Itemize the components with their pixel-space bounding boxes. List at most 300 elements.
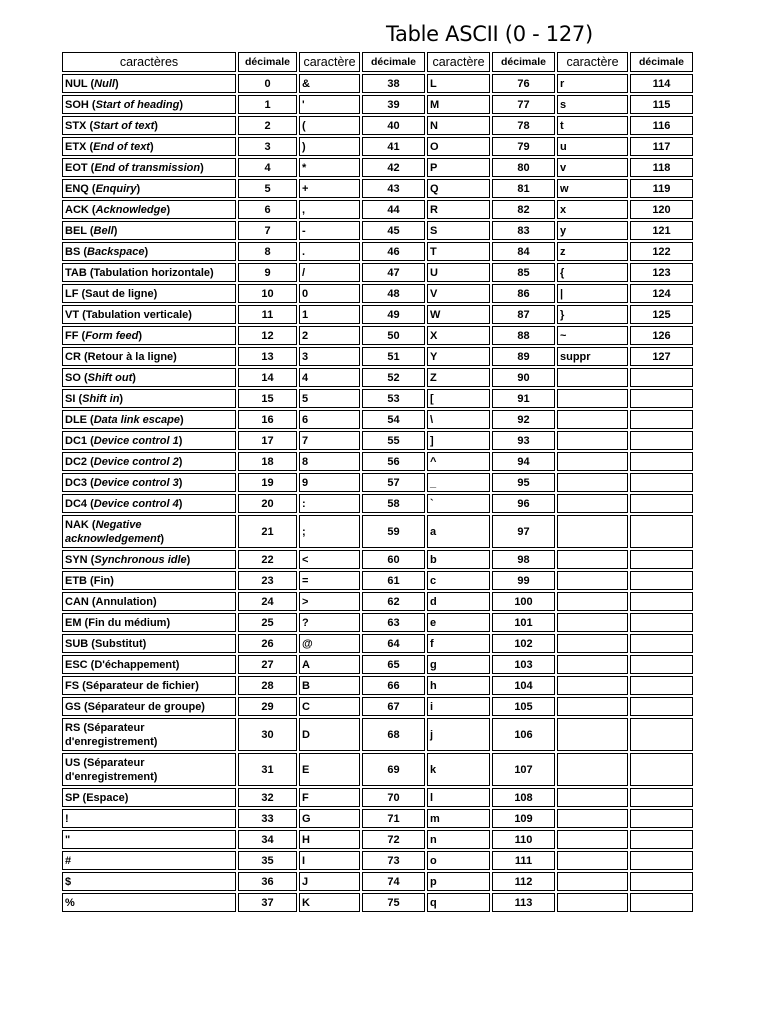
decimal-cell: 27 bbox=[238, 655, 297, 674]
decimal-cell: 55 bbox=[362, 431, 425, 450]
decimal-cell: 68 bbox=[362, 718, 425, 751]
char-cell: q bbox=[427, 893, 490, 912]
control-char-cell: ENQ (Enquiry) bbox=[62, 179, 236, 198]
table-row bbox=[62, 305, 693, 324]
header-decimal-3: décimale bbox=[492, 52, 555, 72]
decimal-cell: 63 bbox=[362, 613, 425, 632]
header-decimal-2: décimale bbox=[362, 52, 425, 72]
char-cell: C bbox=[299, 697, 360, 716]
decimal-cell: 59 bbox=[362, 515, 425, 548]
decimal-cell: 39 bbox=[362, 95, 425, 114]
char-cell: h bbox=[427, 676, 490, 695]
char-cell bbox=[557, 494, 628, 513]
table-row bbox=[62, 347, 693, 366]
decimal-cell bbox=[630, 613, 693, 632]
table-row bbox=[62, 179, 693, 198]
table-row bbox=[62, 872, 693, 891]
char-cell: P bbox=[427, 158, 490, 177]
table-row bbox=[62, 697, 693, 716]
table-row bbox=[62, 809, 693, 828]
char-cell: } bbox=[557, 305, 628, 324]
decimal-cell: 11 bbox=[238, 305, 297, 324]
char-cell bbox=[557, 851, 628, 870]
decimal-cell: 23 bbox=[238, 571, 297, 590]
decimal-cell: 10 bbox=[238, 284, 297, 303]
control-code: STX bbox=[65, 119, 87, 132]
char-cell bbox=[557, 655, 628, 674]
decimal-cell: 44 bbox=[362, 200, 425, 219]
header-character-4: caractère bbox=[557, 52, 628, 72]
char-cell: J bbox=[299, 872, 360, 891]
decimal-cell: 47 bbox=[362, 263, 425, 282]
char-cell: 5 bbox=[299, 389, 360, 408]
decimal-cell: 126 bbox=[630, 326, 693, 345]
decimal-cell: 105 bbox=[492, 697, 555, 716]
char-cell: z bbox=[557, 242, 628, 261]
char-cell: R bbox=[427, 200, 490, 219]
char-cell bbox=[557, 830, 628, 849]
char-cell: & bbox=[299, 74, 360, 93]
char-cell: W bbox=[427, 305, 490, 324]
control-code: EOT bbox=[65, 161, 88, 174]
decimal-cell: 91 bbox=[492, 389, 555, 408]
char-cell: U bbox=[427, 263, 490, 282]
char-cell bbox=[557, 410, 628, 429]
decimal-cell: 119 bbox=[630, 179, 693, 198]
control-char-cell: " bbox=[62, 830, 236, 849]
control-char-cell: ! bbox=[62, 809, 236, 828]
decimal-cell bbox=[630, 571, 693, 590]
char-cell: E bbox=[299, 753, 360, 786]
control-char-cell: $ bbox=[62, 872, 236, 891]
char-cell: 1 bbox=[299, 305, 360, 324]
decimal-cell: 117 bbox=[630, 137, 693, 156]
char-cell: m bbox=[427, 809, 490, 828]
char-cell: T bbox=[427, 242, 490, 261]
decimal-cell bbox=[630, 851, 693, 870]
decimal-cell: 82 bbox=[492, 200, 555, 219]
char-cell: [ bbox=[427, 389, 490, 408]
char-cell: ) bbox=[299, 137, 360, 156]
page-title: Table ASCII (0 - 127) bbox=[386, 22, 593, 46]
decimal-cell bbox=[630, 634, 693, 653]
char-cell bbox=[557, 592, 628, 611]
control-char-cell: BEL (Bell) bbox=[62, 221, 236, 240]
decimal-cell: 31 bbox=[238, 753, 297, 786]
header-character-3: caractère bbox=[427, 52, 490, 72]
decimal-cell: 127 bbox=[630, 347, 693, 366]
decimal-cell: 42 bbox=[362, 158, 425, 177]
control-char-cell: BS (Backspace) bbox=[62, 242, 236, 261]
decimal-cell: 21 bbox=[238, 515, 297, 548]
control-char-cell: SUB (Substitut) bbox=[62, 634, 236, 653]
control-char-cell: ESC (D'échappement) bbox=[62, 655, 236, 674]
decimal-cell: 87 bbox=[492, 305, 555, 324]
control-code: DC4 bbox=[65, 497, 88, 510]
control-char-cell: NAK (Negative acknowledgement) bbox=[62, 515, 236, 548]
decimal-cell bbox=[630, 592, 693, 611]
table-body bbox=[62, 74, 693, 912]
control-char-cell: EM (Fin du médium) bbox=[62, 613, 236, 632]
table-row bbox=[62, 788, 693, 807]
control-code: NUL bbox=[65, 77, 88, 90]
decimal-cell: 118 bbox=[630, 158, 693, 177]
char-cell: O bbox=[427, 137, 490, 156]
char-cell: N bbox=[427, 116, 490, 135]
decimal-cell: 100 bbox=[492, 592, 555, 611]
table-row bbox=[62, 95, 693, 114]
decimal-cell: 49 bbox=[362, 305, 425, 324]
decimal-cell bbox=[630, 872, 693, 891]
table-row bbox=[62, 200, 693, 219]
decimal-cell: 72 bbox=[362, 830, 425, 849]
decimal-cell bbox=[630, 655, 693, 674]
char-cell: ^ bbox=[427, 452, 490, 471]
decimal-cell: 83 bbox=[492, 221, 555, 240]
control-char-cell: US (Séparateur d'enregistrement) bbox=[62, 753, 236, 786]
decimal-cell: 74 bbox=[362, 872, 425, 891]
decimal-cell: 79 bbox=[492, 137, 555, 156]
control-description: Shift out bbox=[87, 371, 133, 384]
char-cell: ( bbox=[299, 116, 360, 135]
control-code: SOH bbox=[65, 98, 89, 111]
char-cell: 6 bbox=[299, 410, 360, 429]
control-char-cell: RS (Séparateur d'enregistrement) bbox=[62, 718, 236, 751]
decimal-cell: 120 bbox=[630, 200, 693, 219]
table-row bbox=[62, 634, 693, 653]
decimal-cell: 16 bbox=[238, 410, 297, 429]
char-cell: j bbox=[427, 718, 490, 751]
table-row bbox=[62, 116, 693, 135]
char-cell: | bbox=[557, 284, 628, 303]
char-cell: < bbox=[299, 550, 360, 569]
control-char-cell: FS (Séparateur de fichier) bbox=[62, 676, 236, 695]
decimal-cell: 101 bbox=[492, 613, 555, 632]
decimal-cell: 35 bbox=[238, 851, 297, 870]
decimal-cell bbox=[630, 431, 693, 450]
decimal-cell: 112 bbox=[492, 872, 555, 891]
decimal-cell: 65 bbox=[362, 655, 425, 674]
char-cell: * bbox=[299, 158, 360, 177]
decimal-cell: 94 bbox=[492, 452, 555, 471]
char-cell: M bbox=[427, 95, 490, 114]
decimal-cell: 56 bbox=[362, 452, 425, 471]
header-decimal-4: décimale bbox=[630, 52, 693, 72]
decimal-cell: 125 bbox=[630, 305, 693, 324]
decimal-cell: 37 bbox=[238, 893, 297, 912]
decimal-cell: 18 bbox=[238, 452, 297, 471]
decimal-cell: 24 bbox=[238, 592, 297, 611]
control-description: Device control 4 bbox=[93, 497, 179, 510]
decimal-cell: 38 bbox=[362, 74, 425, 93]
control-description: Bell bbox=[93, 224, 114, 237]
table-row bbox=[62, 221, 693, 240]
char-cell bbox=[557, 515, 628, 548]
char-cell bbox=[557, 431, 628, 450]
control-code: SO bbox=[65, 371, 81, 384]
control-code: ENQ bbox=[65, 182, 89, 195]
table-row bbox=[62, 830, 693, 849]
decimal-cell: 58 bbox=[362, 494, 425, 513]
char-cell: 8 bbox=[299, 452, 360, 471]
decimal-cell: 93 bbox=[492, 431, 555, 450]
decimal-cell: 123 bbox=[630, 263, 693, 282]
decimal-cell: 3 bbox=[238, 137, 297, 156]
decimal-cell: 99 bbox=[492, 571, 555, 590]
decimal-cell: 103 bbox=[492, 655, 555, 674]
char-cell: w bbox=[557, 179, 628, 198]
char-cell: ~ bbox=[557, 326, 628, 345]
control-description: Start of text bbox=[93, 119, 155, 132]
char-cell bbox=[557, 473, 628, 492]
control-code: FF bbox=[65, 329, 79, 342]
char-cell bbox=[557, 550, 628, 569]
decimal-cell bbox=[630, 718, 693, 751]
char-cell: : bbox=[299, 494, 360, 513]
control-char-cell: SOH (Start of heading) bbox=[62, 95, 236, 114]
char-cell bbox=[557, 613, 628, 632]
table-row bbox=[62, 753, 693, 786]
table-row bbox=[62, 515, 693, 548]
control-description: Data link escape bbox=[93, 413, 180, 426]
control-description: Synchronous idle bbox=[94, 553, 187, 566]
char-cell bbox=[557, 788, 628, 807]
char-cell: S bbox=[427, 221, 490, 240]
decimal-cell: 4 bbox=[238, 158, 297, 177]
decimal-cell: 96 bbox=[492, 494, 555, 513]
char-cell: { bbox=[557, 263, 628, 282]
char-cell bbox=[557, 809, 628, 828]
table-row bbox=[62, 158, 693, 177]
decimal-cell: 121 bbox=[630, 221, 693, 240]
control-char-cell: # bbox=[62, 851, 236, 870]
control-char-cell: SI (Shift in) bbox=[62, 389, 236, 408]
decimal-cell: 9 bbox=[238, 263, 297, 282]
decimal-cell: 53 bbox=[362, 389, 425, 408]
decimal-cell bbox=[630, 452, 693, 471]
table-row bbox=[62, 718, 693, 751]
decimal-cell: 89 bbox=[492, 347, 555, 366]
decimal-cell: 40 bbox=[362, 116, 425, 135]
decimal-cell: 70 bbox=[362, 788, 425, 807]
decimal-cell bbox=[630, 389, 693, 408]
decimal-cell: 106 bbox=[492, 718, 555, 751]
decimal-cell: 28 bbox=[238, 676, 297, 695]
control-description: Start of heading bbox=[95, 98, 180, 111]
char-cell: 3 bbox=[299, 347, 360, 366]
decimal-cell: 51 bbox=[362, 347, 425, 366]
control-description: Form feed bbox=[85, 329, 139, 342]
char-cell: i bbox=[427, 697, 490, 716]
decimal-cell: 69 bbox=[362, 753, 425, 786]
decimal-cell: 43 bbox=[362, 179, 425, 198]
char-cell: _ bbox=[427, 473, 490, 492]
control-char-cell: DC1 (Device control 1) bbox=[62, 431, 236, 450]
char-cell: a bbox=[427, 515, 490, 548]
decimal-cell: 5 bbox=[238, 179, 297, 198]
control-description: Null bbox=[94, 77, 115, 90]
decimal-cell: 50 bbox=[362, 326, 425, 345]
control-code: SYN bbox=[65, 553, 88, 566]
control-char-cell: DC3 (Device control 3) bbox=[62, 473, 236, 492]
table-row bbox=[62, 284, 693, 303]
decimal-cell: 113 bbox=[492, 893, 555, 912]
char-cell: c bbox=[427, 571, 490, 590]
table-row bbox=[62, 851, 693, 870]
control-description: Device control 1 bbox=[93, 434, 179, 447]
decimal-cell: 60 bbox=[362, 550, 425, 569]
decimal-cell: 92 bbox=[492, 410, 555, 429]
char-cell: g bbox=[427, 655, 490, 674]
table-row bbox=[62, 137, 693, 156]
char-cell: + bbox=[299, 179, 360, 198]
decimal-cell: 97 bbox=[492, 515, 555, 548]
char-cell: Y bbox=[427, 347, 490, 366]
decimal-cell: 98 bbox=[492, 550, 555, 569]
decimal-cell: 86 bbox=[492, 284, 555, 303]
control-description: Shift in bbox=[82, 392, 120, 405]
table-row bbox=[62, 452, 693, 471]
control-char-cell: STX (Start of text) bbox=[62, 116, 236, 135]
decimal-cell: 61 bbox=[362, 571, 425, 590]
decimal-cell: 78 bbox=[492, 116, 555, 135]
char-cell: L bbox=[427, 74, 490, 93]
char-cell: H bbox=[299, 830, 360, 849]
decimal-cell: 30 bbox=[238, 718, 297, 751]
decimal-cell: 95 bbox=[492, 473, 555, 492]
control-description: Acknowledge bbox=[95, 203, 167, 216]
decimal-cell bbox=[630, 515, 693, 548]
char-cell: b bbox=[427, 550, 490, 569]
char-cell: s bbox=[557, 95, 628, 114]
char-cell: Q bbox=[427, 179, 490, 198]
char-cell: x bbox=[557, 200, 628, 219]
decimal-cell: 62 bbox=[362, 592, 425, 611]
decimal-cell: 57 bbox=[362, 473, 425, 492]
decimal-cell: 64 bbox=[362, 634, 425, 653]
decimal-cell bbox=[630, 550, 693, 569]
control-char-cell: DLE (Data link escape) bbox=[62, 410, 236, 429]
decimal-cell: 33 bbox=[238, 809, 297, 828]
control-description: End of transmission bbox=[94, 161, 201, 174]
decimal-cell: 54 bbox=[362, 410, 425, 429]
char-cell: f bbox=[427, 634, 490, 653]
char-cell: V bbox=[427, 284, 490, 303]
control-char-cell: CAN (Annulation) bbox=[62, 592, 236, 611]
control-char-cell: FF (Form feed) bbox=[62, 326, 236, 345]
decimal-cell bbox=[630, 494, 693, 513]
control-char-cell: NUL (Null) bbox=[62, 74, 236, 93]
char-cell: t bbox=[557, 116, 628, 135]
decimal-cell: 109 bbox=[492, 809, 555, 828]
decimal-cell: 66 bbox=[362, 676, 425, 695]
char-cell: suppr bbox=[557, 347, 628, 366]
decimal-cell: 124 bbox=[630, 284, 693, 303]
table-row bbox=[62, 74, 693, 93]
decimal-cell: 90 bbox=[492, 368, 555, 387]
char-cell: l bbox=[427, 788, 490, 807]
decimal-cell: 2 bbox=[238, 116, 297, 135]
decimal-cell: 19 bbox=[238, 473, 297, 492]
table-row bbox=[62, 494, 693, 513]
char-cell: r bbox=[557, 74, 628, 93]
decimal-cell bbox=[630, 788, 693, 807]
table-row bbox=[62, 571, 693, 590]
control-code: DC2 bbox=[65, 455, 88, 468]
decimal-cell: 34 bbox=[238, 830, 297, 849]
char-cell bbox=[557, 697, 628, 716]
control-char-cell: GS (Séparateur de groupe) bbox=[62, 697, 236, 716]
decimal-cell: 77 bbox=[492, 95, 555, 114]
decimal-cell: 80 bbox=[492, 158, 555, 177]
char-cell: d bbox=[427, 592, 490, 611]
decimal-cell: 20 bbox=[238, 494, 297, 513]
char-cell: A bbox=[299, 655, 360, 674]
decimal-cell bbox=[630, 893, 693, 912]
decimal-cell bbox=[630, 368, 693, 387]
char-cell: F bbox=[299, 788, 360, 807]
control-description: Negative acknowledgement bbox=[65, 518, 161, 545]
control-char-cell: ETX (End of text) bbox=[62, 137, 236, 156]
decimal-cell bbox=[630, 753, 693, 786]
control-code: ACK bbox=[65, 203, 89, 216]
char-cell: k bbox=[427, 753, 490, 786]
char-cell: 7 bbox=[299, 431, 360, 450]
decimal-cell: 26 bbox=[238, 634, 297, 653]
control-description: Device control 2 bbox=[93, 455, 179, 468]
decimal-cell: 107 bbox=[492, 753, 555, 786]
char-cell bbox=[557, 389, 628, 408]
decimal-cell bbox=[630, 410, 693, 429]
table-row bbox=[62, 389, 693, 408]
decimal-cell bbox=[630, 697, 693, 716]
header-characters: caractères bbox=[62, 52, 236, 72]
char-cell: ] bbox=[427, 431, 490, 450]
control-char-cell: EOT (End of transmission) bbox=[62, 158, 236, 177]
char-cell: , bbox=[299, 200, 360, 219]
control-description: Backspace bbox=[87, 245, 145, 258]
char-cell: = bbox=[299, 571, 360, 590]
decimal-cell: 12 bbox=[238, 326, 297, 345]
char-cell: u bbox=[557, 137, 628, 156]
char-cell bbox=[557, 634, 628, 653]
char-cell bbox=[557, 676, 628, 695]
header-character-2: caractère bbox=[299, 52, 360, 72]
decimal-cell: 85 bbox=[492, 263, 555, 282]
decimal-cell bbox=[630, 809, 693, 828]
char-cell: X bbox=[427, 326, 490, 345]
control-description: Device control 3 bbox=[93, 476, 179, 489]
control-char-cell: TAB (Tabulation horizontale) bbox=[62, 263, 236, 282]
table-row bbox=[62, 431, 693, 450]
control-char-cell: ACK (Acknowledge) bbox=[62, 200, 236, 219]
control-code: DC1 bbox=[65, 434, 88, 447]
char-cell bbox=[557, 571, 628, 590]
decimal-cell: 102 bbox=[492, 634, 555, 653]
char-cell bbox=[557, 452, 628, 471]
control-char-cell: CR (Retour à la ligne) bbox=[62, 347, 236, 366]
control-char-cell: VT (Tabulation verticale) bbox=[62, 305, 236, 324]
control-char-cell: SYN (Synchronous idle) bbox=[62, 550, 236, 569]
control-char-cell: LF (Saut de ligne) bbox=[62, 284, 236, 303]
table-row bbox=[62, 592, 693, 611]
ascii-table bbox=[60, 50, 695, 914]
decimal-cell: 15 bbox=[238, 389, 297, 408]
char-cell bbox=[557, 718, 628, 751]
decimal-cell: 8 bbox=[238, 242, 297, 261]
control-code: NAK bbox=[65, 518, 89, 531]
char-cell: n bbox=[427, 830, 490, 849]
